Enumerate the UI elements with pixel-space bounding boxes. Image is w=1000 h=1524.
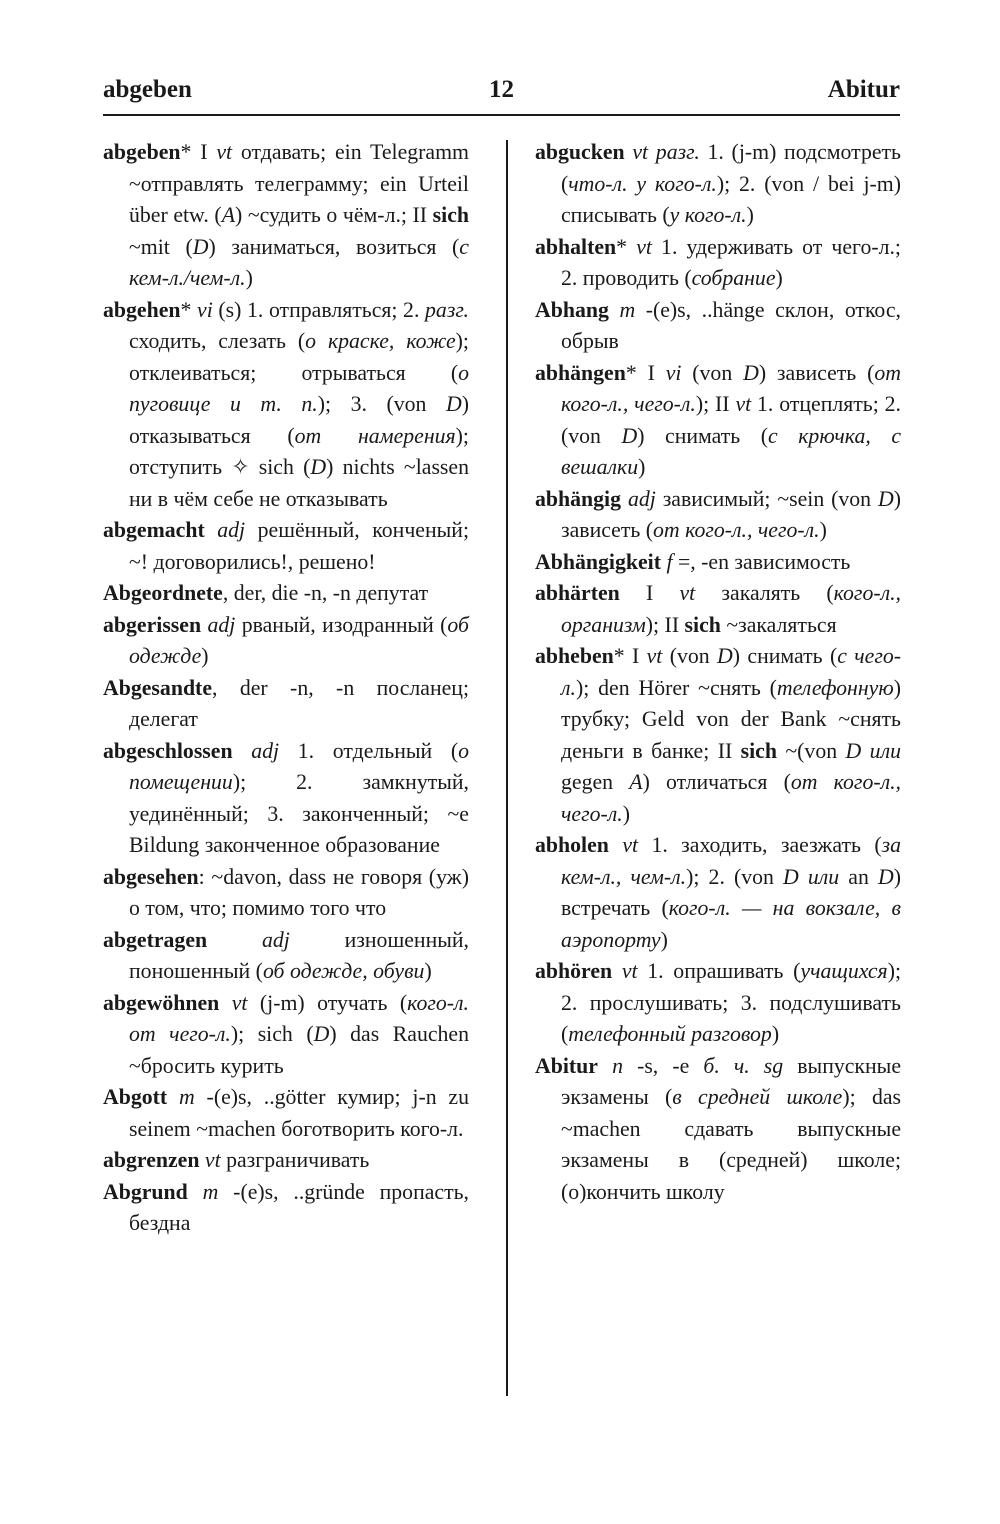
dictionary-entry (103, 295, 469, 516)
headword: abgeben (103, 140, 181, 164)
dictionary-entry (103, 515, 469, 578)
italic-label: n (612, 1053, 623, 1078)
italic-label: vt разг. (632, 140, 700, 164)
entry-text: (s) 1. отправляться; 2. (212, 297, 426, 322)
italic-label: кого-л. — на вокзале, в аэропорту (561, 896, 901, 952)
entry-text: закалять ( (695, 581, 834, 605)
headword: Abhang (535, 297, 609, 322)
entry-text: * (180, 297, 198, 322)
dictionary-entry (103, 578, 469, 610)
italic-label: D (445, 392, 462, 416)
entry-text: ) встречать ( (561, 864, 901, 920)
entry-text: ) (660, 927, 668, 952)
entry-text: ); 2. прослушивать; 3. подслушивать ( (561, 959, 902, 1046)
entry-text (233, 739, 252, 763)
dictionary-entry (103, 736, 469, 862)
italic-label: vt (231, 990, 248, 1015)
entry-text: =, -en зависимость (672, 549, 851, 574)
italic-label: adj (207, 612, 236, 637)
italic-label: от намерения (294, 423, 456, 448)
headword: abheben (535, 644, 614, 668)
entry-text: ); 2. (von (686, 864, 784, 889)
dictionary-entry (535, 484, 901, 547)
italic-label: D (313, 1022, 330, 1046)
entry-text: , der -n, -n посланец; делегат (129, 675, 469, 731)
headword: abholen (535, 833, 609, 857)
entry-text: решённый, конченый; ~! договорились!, решено! (129, 518, 469, 574)
italic-label: от кого-л., чего-л. (653, 518, 820, 542)
dictionary-entry (103, 1082, 469, 1145)
entry-text (188, 1180, 203, 1204)
entry-text: (von (681, 360, 744, 385)
headword: abgesehen (103, 864, 199, 889)
italic-label: от кого-л., чего-л. (561, 770, 901, 826)
italic-label: vt (679, 581, 696, 605)
dictionary-entry (535, 547, 901, 579)
entry-text: -(e)s, ..gründe пропасть, бездна (129, 1179, 469, 1235)
italic-label: vt (622, 833, 639, 857)
entry-text (612, 959, 622, 983)
dictionary-entry (535, 358, 901, 484)
italic-label: adj (261, 927, 290, 952)
entry-text: (j-m) отучать ( (247, 990, 408, 1015)
italic-label: vt (646, 644, 663, 668)
entry-text: -s, -e (622, 1053, 704, 1078)
entry-text: ); II (645, 612, 685, 637)
dictionary-entry (535, 830, 901, 956)
italic-label: vt (636, 234, 652, 259)
bold-term: sich (740, 738, 777, 763)
italic-label: D (621, 423, 638, 448)
entry-text (207, 928, 262, 952)
dictionary-entry (535, 137, 901, 232)
dictionary-entry (103, 137, 469, 295)
entry-text: изношенный, поношенный ( (129, 927, 469, 983)
bold-term: sich (684, 612, 721, 637)
italic-label: об одежде (129, 612, 469, 668)
italic-label: vt (216, 140, 233, 164)
italic-label: от кого-л., чего-л. (561, 360, 901, 416)
entry-text: отдавать; ein Telegramm ~отправлять телеграмму; ein Urteil über etw. ( (129, 140, 469, 227)
entry-text (621, 487, 628, 511)
italic-label: A (629, 770, 643, 794)
italic-label: f (666, 549, 673, 574)
entry-text: * I (180, 140, 217, 164)
entry-text: * I (613, 644, 647, 668)
left-column (103, 137, 469, 1240)
italic-label: D (310, 455, 327, 479)
header-rule (103, 114, 900, 116)
entry-text: ); 2. (von / bei j-m) списывать ( (561, 171, 901, 227)
headword: abgerissen (103, 612, 202, 637)
dictionary-entry (103, 610, 469, 673)
entry-text: ) заниматься, возиться ( (208, 234, 460, 259)
entry-text: ); отступить ✧ sich ( (129, 423, 469, 479)
italic-label: телефонный разговор (568, 1022, 772, 1046)
headword: abhängig (535, 486, 622, 511)
entry-text: ) отличаться ( (642, 770, 791, 794)
italic-label: m (619, 297, 636, 322)
italic-label: об одежде, обуви (262, 959, 425, 983)
entry-text: 1. удерживать от чего-л.; 2. проводить ( (561, 234, 901, 290)
italic-label: за кем-л., чем-л. (561, 833, 902, 889)
header-last-word: Abitur (827, 76, 900, 103)
dictionary-entry (535, 956, 901, 1051)
italic-label: б. ч. sg (703, 1053, 784, 1078)
italic-label: vi (197, 297, 213, 322)
entry-text: 1. отцеплять; 2. (von (561, 392, 902, 448)
entry-text: ) (201, 644, 209, 668)
italic-label: D или (845, 738, 901, 763)
italic-label: vi (665, 360, 682, 385)
dictionary-entry (103, 862, 469, 925)
entry-text: ) (819, 518, 827, 542)
italic-label: D или (783, 864, 840, 889)
entry-text: (von (662, 644, 718, 668)
italic-label: m (202, 1179, 219, 1204)
entry-text: ) трубку; Geld von der Bank ~снять деньги в банке; II (561, 675, 901, 763)
italic-label: A (221, 203, 236, 227)
entry-text (219, 991, 231, 1015)
headword: abhärten (535, 581, 620, 605)
dictionary-entry (535, 641, 901, 830)
headword: abgehen (103, 297, 181, 322)
italic-label: D (743, 360, 759, 385)
entry-text: сходить, слезать ( (129, 329, 306, 353)
dictionary-entry (103, 673, 469, 736)
italic-label: adj (217, 518, 246, 542)
italic-label: D (877, 864, 894, 889)
dictionary-entry (103, 1145, 469, 1177)
headword: abgewöhnen (103, 990, 220, 1015)
entry-text: ) (424, 959, 432, 983)
entry-text: ~(von (776, 738, 846, 763)
entry-text: I (619, 581, 680, 605)
italic-label: vt (204, 1148, 221, 1172)
italic-label: о краске, коже (305, 329, 456, 353)
entry-text: ) зависеть ( (561, 486, 901, 542)
headword: abhalten (535, 234, 617, 259)
italic-label: vt (621, 959, 638, 983)
entry-text: 1. отдельный ( (279, 738, 459, 763)
italic-label: D (192, 234, 209, 259)
italic-label: о помещении (129, 738, 469, 794)
entry-text: 1. опрашивать ( (637, 959, 801, 983)
headword: Abgeordnete (103, 581, 223, 605)
italic-label: телефонную (776, 675, 894, 700)
entry-text (609, 298, 620, 322)
entry-text: an (839, 864, 878, 889)
entry-text: 1. заходить, заезжать ( (638, 833, 882, 857)
italic-label: с чего-л. (561, 644, 901, 700)
entry-text: ); 3. (von (317, 392, 446, 416)
headword: Abgesandte (103, 675, 212, 700)
entry-text: ) nichts ~lassen ни в чём себе не отказывать (129, 455, 469, 511)
italic-label: учащихся (800, 959, 888, 983)
italic-label: кого-л., организм (561, 581, 901, 637)
entry-text (609, 833, 622, 857)
entry-text: , der, die -n, -n депутат (222, 581, 429, 605)
italic-label: собрание (691, 266, 776, 290)
headword: abgucken (535, 140, 625, 164)
dictionary-entry (103, 1177, 469, 1240)
dictionary-entry (535, 295, 901, 358)
entry-text: разграничивать (220, 1148, 370, 1172)
entry-text: ); II (695, 392, 736, 416)
entry-text: зависимый; ~sein (von (655, 486, 878, 511)
entry-text: ); отклеиваться; отрываться ( (129, 329, 469, 385)
entry-text: ) ~судить о чём-л.; II (235, 203, 433, 227)
italic-label: D (717, 644, 733, 668)
entry-text: ) (245, 266, 253, 290)
entry-text: * I (625, 360, 666, 385)
entry-text: ~mit ( (129, 234, 193, 259)
entry-text: : ~davon, dass не говоря (уж) о том, что; помимо того что (129, 864, 469, 920)
headword: abgetragen (103, 927, 208, 952)
entry-text: ) (771, 1022, 780, 1046)
italic-label: кого-л. от чего-л. (129, 990, 469, 1046)
entry-text: -(e)s, ..götter кумир; j-n zu seinem ~machen боготворить кого-л. (129, 1085, 469, 1141)
italic-label: D (877, 486, 894, 511)
headword: abhängen (535, 360, 626, 385)
italic-label: с крючка, с вешалки (561, 423, 902, 479)
headword: abgeschlossen (103, 738, 233, 763)
italic-label: adj (627, 486, 656, 511)
entry-text: ) снимать ( (732, 644, 838, 668)
headword: abgrenzen (103, 1148, 200, 1172)
dictionary-entry (535, 1051, 901, 1209)
header-first-word: abgeben (103, 76, 192, 103)
italic-label: vt (735, 392, 752, 416)
italic-label: у кого-л. (669, 203, 747, 227)
italic-label: что-л. у кого-л. (568, 171, 717, 196)
dictionary-entry (103, 988, 469, 1083)
page-number: 12 (489, 76, 514, 103)
entry-text: ) (622, 801, 630, 826)
entry-text: рваный, изодранный ( (235, 612, 448, 637)
entry-text: ); das ~machen сдавать выпускные экзамены в (средней) школе; (о)кончить школу (561, 1085, 902, 1204)
dictionary-entry (103, 925, 469, 988)
right-column (535, 137, 901, 1208)
entry-text: ) зависеть ( (758, 360, 875, 385)
entry-text: 1. (j-m) подсмотреть ( (561, 140, 901, 196)
entry-text: * (616, 234, 637, 259)
entry-text: ); den Hörer ~снять ( (575, 675, 777, 700)
entry-text: ) (775, 266, 783, 290)
entry-text: ) отказываться ( (129, 392, 469, 448)
entry-text (205, 518, 218, 542)
italic-label: m (179, 1085, 195, 1109)
entry-text: ) (638, 455, 646, 479)
italic-label: в средней школе (672, 1085, 843, 1109)
headword: Abitur (535, 1053, 598, 1078)
italic-label: с кем-л./чем-л. (129, 234, 469, 290)
italic-label: adj (251, 738, 280, 763)
dictionary-entry (535, 578, 901, 641)
headword: Abgrund (103, 1179, 188, 1204)
entry-text (167, 1085, 179, 1109)
headword: abgemacht (103, 518, 205, 542)
entry-text: ~закаляться (720, 612, 837, 637)
entry-text (598, 1054, 612, 1078)
headword: abhören (535, 959, 613, 983)
entry-text: выпускные экзамены ( (561, 1053, 902, 1109)
headword: Abgott (103, 1085, 168, 1109)
bold-term: sich (432, 203, 469, 227)
entry-text: ) (746, 203, 754, 227)
entry-text: gegen (561, 770, 630, 794)
column-divider (506, 140, 508, 1396)
dictionary-entry (535, 232, 901, 295)
italic-label: о пуговице и т. п. (129, 360, 469, 416)
entry-text: ); sich ( (230, 1022, 314, 1046)
italic-label: разг. (425, 297, 469, 322)
entry-text: ) снимать ( (637, 423, 769, 448)
entry-text: ); 2. замкнутый, уединённый; 3. законченный; ~e Bildung законченное образование (129, 770, 469, 857)
headword: Abhängigkeit (535, 549, 661, 574)
entry-text: -(e)s, ..hänge склон, откос, обрыв (561, 297, 902, 353)
entry-text: ) das Rauchen ~бросить курить (129, 1022, 469, 1078)
running-header (103, 72, 900, 112)
